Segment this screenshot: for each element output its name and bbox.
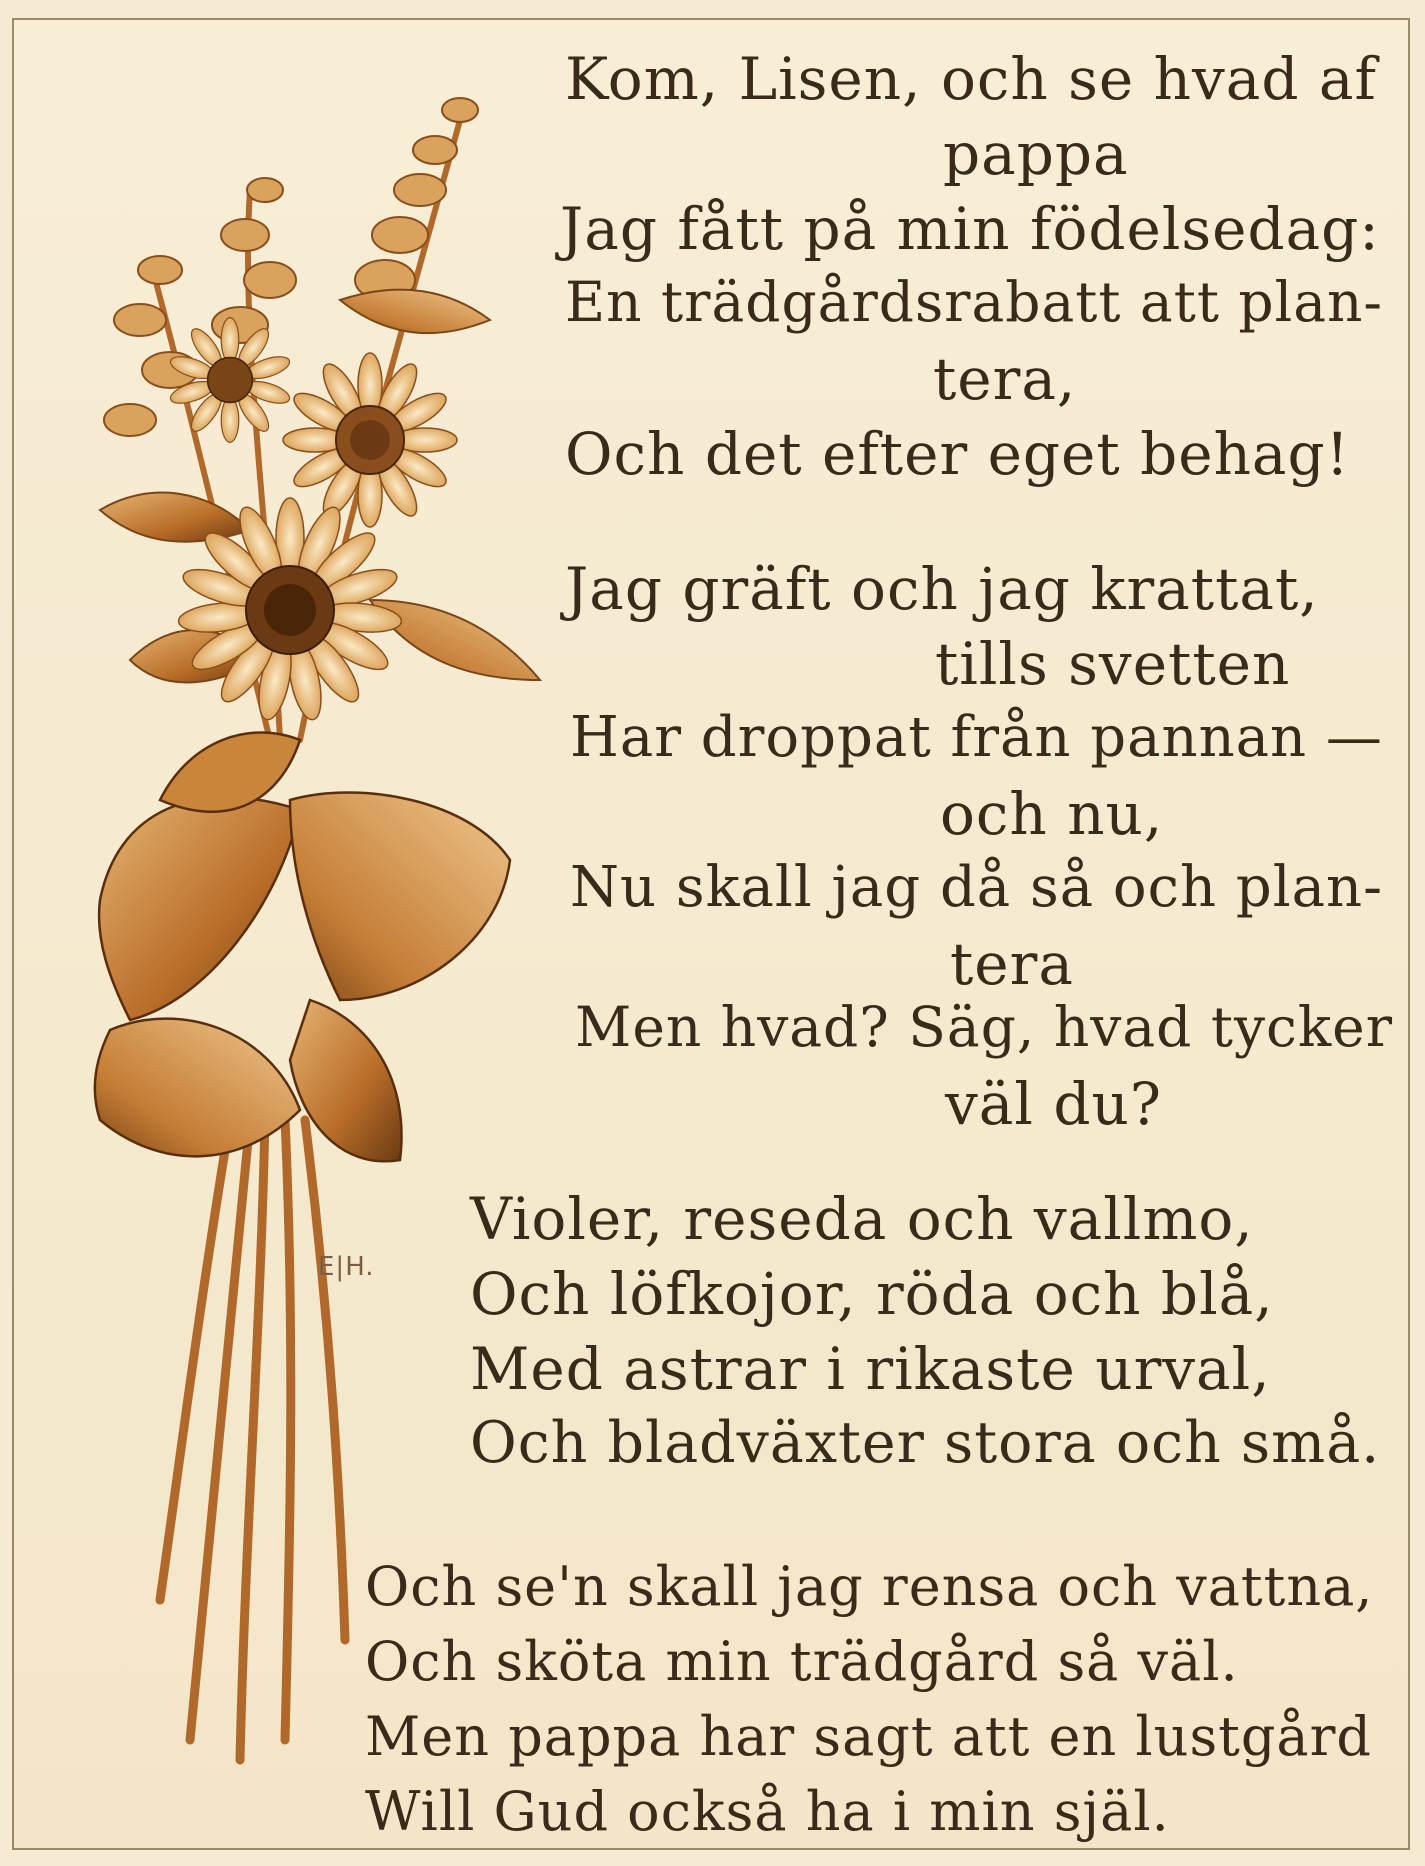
poem-line: tera, — [933, 345, 1077, 413]
poem-line: En trädgårdsrabatt att plan- — [565, 270, 1384, 334]
poem-line: Nu skall jag då så och plan- — [570, 855, 1383, 920]
poem-line: Men pappa har sagt att en lustgård — [365, 1705, 1373, 1768]
poem-line: tills svetten — [935, 630, 1291, 698]
artist-signature: E|H. — [318, 1252, 375, 1282]
poem-line: Med astrar i rikaste urval, — [470, 1335, 1271, 1403]
poem-line: pappa — [943, 120, 1129, 188]
poem-line: Jag fått på min födelsedag: — [560, 195, 1380, 263]
poem-line: Will Gud också ha i min själ. — [365, 1780, 1170, 1843]
flower-bouquet-illustration — [40, 40, 600, 1800]
poem-line: Och löfkojor, röda och blå, — [470, 1260, 1274, 1328]
poem-line: Kom, Lisen, och se hvad af — [565, 45, 1377, 113]
poem-line: Men hvad? Säg, hvad tycker — [575, 995, 1393, 1059]
poem-line: Jag gräft och jag krattat, — [565, 555, 1319, 623]
poem-line: Och se'n skall jag rensa och vattna, — [365, 1555, 1374, 1618]
poem-line: Och bladväxter stora och små. — [470, 1410, 1381, 1476]
poem-line: Och det efter eget behag! — [565, 420, 1350, 488]
poem-line: Och sköta min trädgård så väl. — [365, 1630, 1239, 1693]
poem-line: väl du? — [945, 1070, 1162, 1138]
poem-line: tera — [950, 930, 1074, 998]
lower-leaves — [95, 733, 510, 1162]
sunflower-upper — [283, 353, 457, 527]
poem-line: Har droppat från pannan — — [570, 705, 1383, 770]
poem-line: och nu, — [940, 780, 1164, 848]
poem-line: Violer, reseda och vallmo, — [470, 1185, 1254, 1253]
